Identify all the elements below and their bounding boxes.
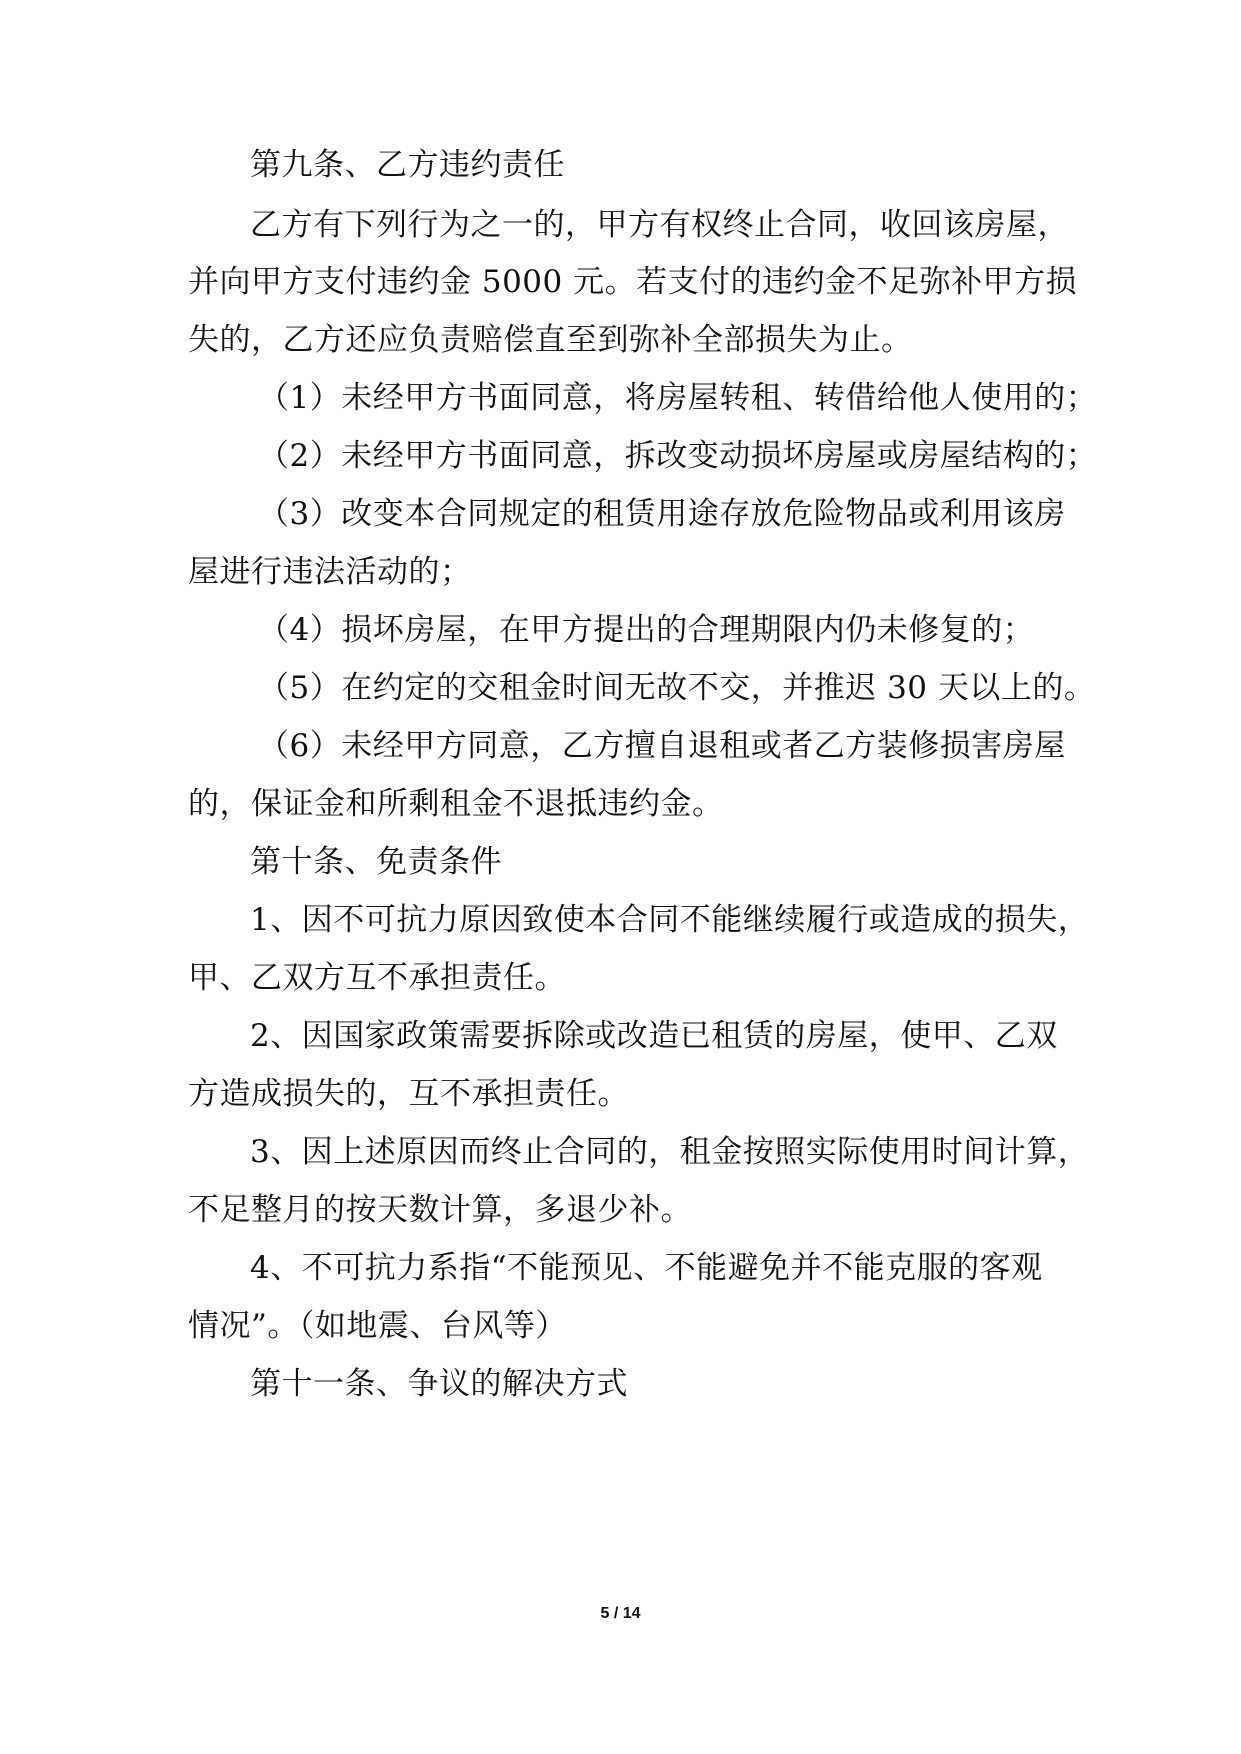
clause-4: 4、不可抗力系指“不能预见、不能避免并不能克服的客观 (250, 1250, 1043, 1286)
paragraph-line: 失的，乙方还应负责赔偿直至到弥补全部损失为止。 (188, 322, 913, 358)
clause-3: 3、因上述原因而终止合同的，租金按照实际使用时间计算， (250, 1134, 1090, 1170)
list-item-5: （5）在约定的交租金时间无故不交，并推迟 30 天以上的。 (258, 670, 1096, 706)
clause-2: 2、因国家政策需要拆除或改造已租赁的房屋，使甲、乙双 (250, 1018, 1058, 1054)
list-item-3: （3）改变本合同规定的租赁用途存放危险物品或利用该房 (258, 496, 1066, 532)
clause-2-continuation: 方造成损失的，互不承担责任。 (188, 1076, 629, 1112)
paragraph-line: 并向甲方支付违约金 5000 元。若支付的违约金不足弥补甲方损 (188, 264, 1078, 300)
clause-4-continuation: 情况”。（如地震、台风等） (188, 1308, 567, 1344)
article-9-heading: 第九条、乙方违约责任 (250, 147, 565, 183)
list-item-4: （4）损坏房屋，在甲方提出的合理期限内仍未修复的； (258, 612, 1035, 648)
list-item-2: （2）未经甲方书面同意，拆改变动损坏房屋或房屋结构的； (258, 438, 1098, 474)
clause-1-continuation: 甲、乙双方互不承担责任。 (188, 960, 566, 996)
list-item-6-continuation: 的，保证金和所剩租金不退抵违约金。 (188, 786, 724, 822)
article-11-heading: 第十一条、争议的解决方式 (250, 1366, 628, 1402)
list-item-3-continuation: 屋进行违法活动的； (188, 554, 472, 590)
article-10-heading: 第十条、免责条件 (250, 844, 502, 880)
page-number: 5 / 14 (600, 1605, 641, 1622)
paragraph-line: 乙方有下列行为之一的，甲方有权终止合同，收回该房屋， (250, 207, 1069, 243)
list-item-6: （6）未经甲方同意，乙方擅自退租或者乙方装修损害房屋 (258, 728, 1066, 764)
clause-3-continuation: 不足整月的按天数计算，多退少补。 (188, 1192, 692, 1228)
clause-1: 1、因不可抗力原因致使本合同不能继续履行或造成的损失， (250, 902, 1090, 938)
list-item-1: （1）未经甲方书面同意，将房屋转租、转借给他人使用的； (258, 380, 1098, 416)
